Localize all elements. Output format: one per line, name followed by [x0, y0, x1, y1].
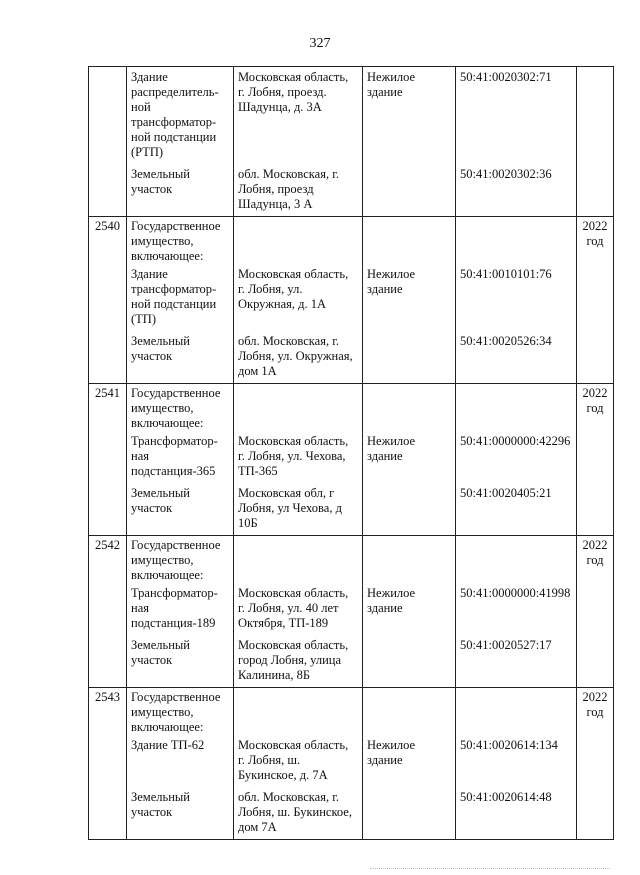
item-address: Московская область, город Лобня, улица Калинина, 8Б: [234, 635, 363, 688]
item-purpose: [363, 483, 456, 536]
row-year: 2022 год: [577, 536, 614, 584]
row-number: 2542: [89, 536, 127, 584]
table-row: [89, 583, 614, 635]
row-intro: Государственное имущество, включающее:: [127, 536, 234, 584]
item-cadastral: 50:41:0020302:71: [456, 67, 577, 165]
item-address: обл. Московская, г. Лобня, ш. Букинское, дом 7А: [234, 787, 363, 840]
item-address: Московская область, г. Лобня, ул. 40 лет Октября, ТП-189: [234, 583, 363, 635]
item-cadastral: 50:41:0020526:34: [456, 331, 577, 384]
item-name: Трансформатор-ная подстанция-189: [127, 583, 234, 635]
row-year: 2022 год: [577, 688, 614, 736]
item-name: Здание распределитель-ной трансформатор-ной подстанции (РТП): [127, 67, 234, 165]
item-name: Здание трансформатор-ной подстанции (ТП): [127, 264, 234, 331]
table-row: [89, 735, 614, 787]
row-year: [577, 67, 614, 165]
row-intro: Государственное имущество, включающее:: [127, 384, 234, 432]
item-address: Московская обл, г Лобня, ул Чехова, д 10Б: [234, 483, 363, 536]
item-purpose: [363, 164, 456, 217]
item-cadastral: 50:41:0020405:21: [456, 483, 577, 536]
row-year: 2022 год: [577, 217, 614, 265]
item-address: Московская область, г. Лобня, ул. Чехова, ТП-365: [234, 431, 363, 483]
row-intro: Государственное имущество, включающее:: [127, 217, 234, 265]
table-row: [89, 331, 614, 384]
row-number: 2540: [89, 217, 127, 265]
item-name: Земельный участок: [127, 635, 234, 688]
item-cadastral: 50:41:0010101:76: [456, 264, 577, 331]
item-purpose: Нежилое здание: [363, 264, 456, 331]
table-row: [89, 384, 614, 432]
item-cadastral: 50:41:0020527:17: [456, 635, 577, 688]
item-address: обл. Московская, г. Лобня, проезд Шадунца, 3 А: [234, 164, 363, 217]
table-row: [89, 67, 614, 165]
item-address: обл. Московская, г. Лобня, ул. Окружная, дом 1А: [234, 331, 363, 384]
table-row: [89, 164, 614, 217]
item-purpose: Нежилое здание: [363, 735, 456, 787]
item-purpose: Нежилое здание: [363, 583, 456, 635]
item-name: Здание ТП-62: [127, 735, 234, 787]
row-number: 2543: [89, 688, 127, 736]
item-name: Земельный участок: [127, 787, 234, 840]
table-row: [89, 431, 614, 483]
item-cadastral: 50:41:0020614:134: [456, 735, 577, 787]
row-number: [89, 67, 127, 165]
item-address: Московская область, г. Лобня, ул. Окружная, д. 1А: [234, 264, 363, 331]
item-cadastral: 50:41:0000000:41998: [456, 583, 577, 635]
table-row: [89, 635, 614, 688]
scan-edge-line: [370, 868, 610, 869]
item-name: Земельный участок: [127, 164, 234, 217]
table-row: [89, 217, 614, 265]
item-name: Земельный участок: [127, 483, 234, 536]
item-cadastral: 50:41:0000000:42296: [456, 431, 577, 483]
item-name: Земельный участок: [127, 331, 234, 384]
item-cadastral: 50:41:0020302:36: [456, 164, 577, 217]
item-cadastral: 50:41:0020614:48: [456, 787, 577, 840]
item-name: Трансформатор-ная подстанция-365: [127, 431, 234, 483]
item-purpose: [363, 635, 456, 688]
item-purpose: Нежилое здание: [363, 67, 456, 165]
row-number: 2541: [89, 384, 127, 432]
item-purpose: Нежилое здание: [363, 431, 456, 483]
table-row: [89, 536, 614, 584]
property-register-table: [88, 66, 614, 840]
item-address: Московская область, г. Лобня, ш. Букинское, д. 7А: [234, 735, 363, 787]
table-row: [89, 688, 614, 736]
page-number: 327: [309, 36, 331, 51]
row-intro: Государственное имущество, включающее:: [127, 688, 234, 736]
row-year: 2022 год: [577, 384, 614, 432]
table-row: [89, 787, 614, 840]
item-purpose: [363, 331, 456, 384]
item-address: Московская область, г. Лобня, проезд. Шадунца, д. 3А: [234, 67, 363, 165]
item-purpose: [363, 787, 456, 840]
table-row: [89, 483, 614, 536]
table-row: [89, 264, 614, 331]
